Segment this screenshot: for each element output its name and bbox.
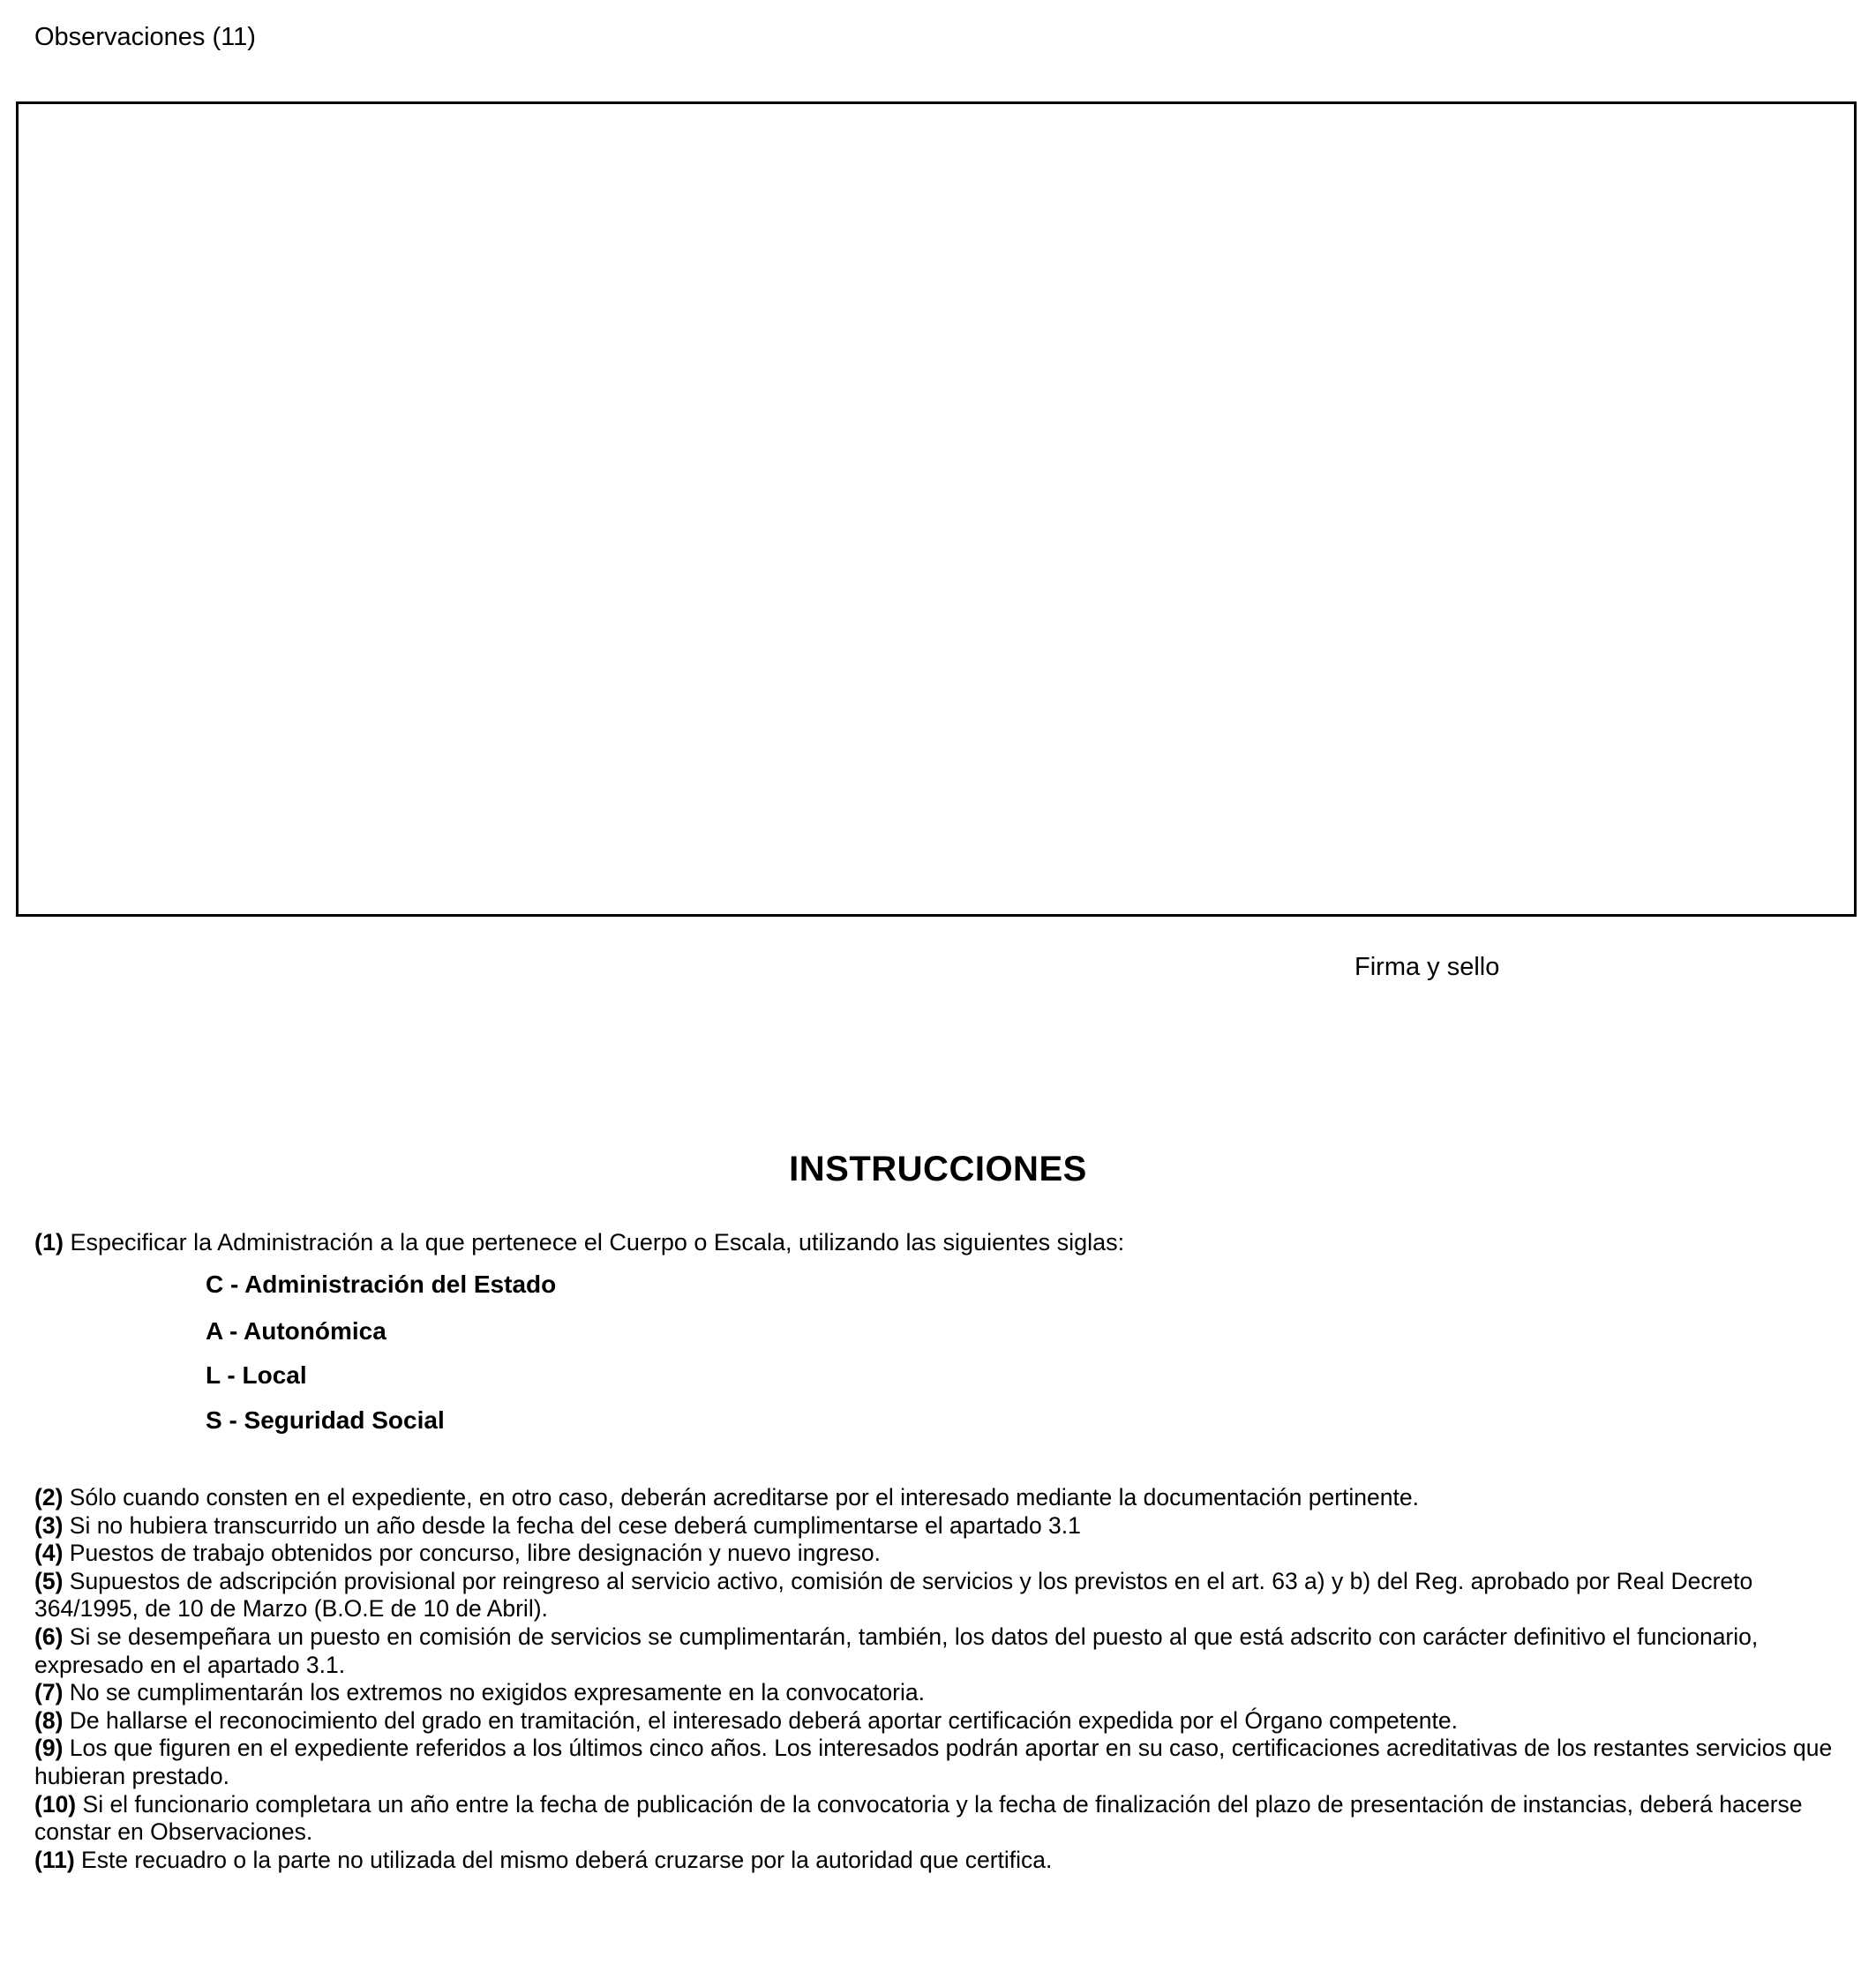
sigla-autonomica: A - Autonómica	[206, 1317, 386, 1345]
note-text: Los que figuren en el expediente referidos a los últimos cinco años. Los interesados podrán aportar en su caso, certificaciones acreditativas de los restantes servicios que hubieran prestado.	[34, 1735, 1833, 1789]
note-text: Supuestos de adscripción provisional por reingreso al servicio activo, comisión de servicios y los previstos en el art. 63 a) y b) del Reg. aprobado por Real Decreto 364/1995, de 10 de Marzo (B.O.E de 10 de Abril).	[34, 1567, 1753, 1623]
note-number: (10)	[34, 1790, 77, 1818]
sigla-seguridad-social: S - Seguridad Social	[206, 1406, 445, 1434]
instruction-note-8	[34, 1707, 1852, 1735]
observaciones-label: Observaciones (11)	[34, 23, 256, 51]
instruction-notes-list	[34, 1484, 1852, 1874]
instruction-note-1	[34, 1227, 1124, 1257]
note-text: No se cumplimentarán los extremos no exigidos expresamente en la convocatoria.	[69, 1679, 925, 1706]
instruction-note-3	[34, 1512, 1852, 1540]
note-number: (6)	[34, 1623, 64, 1650]
note-number: (9)	[34, 1735, 64, 1762]
observaciones-box[interactable]	[16, 101, 1857, 917]
note-number: (1)	[34, 1229, 64, 1256]
note-number: (3)	[34, 1511, 64, 1539]
sigla-local: L - Local	[206, 1361, 307, 1389]
firma-y-sello-label: Firma y sello	[1354, 953, 1500, 981]
note-number: (7)	[34, 1679, 64, 1706]
note-text: Sólo cuando consten en el expediente, en otro caso, deberán acreditarse por el interesado mediante la documentación pertinente.	[69, 1484, 1419, 1510]
instrucciones-title: INSTRUCCIONES	[789, 1150, 1087, 1188]
sigla-administracion-estado: C - Administración del Estado	[206, 1271, 557, 1298]
note-text: Puestos de trabajo obtenidos por concurso, libre designación y nuevo ingreso.	[69, 1540, 882, 1567]
note-number: (11)	[34, 1846, 75, 1873]
instruction-note-10	[34, 1791, 1852, 1847]
instruction-note-2	[34, 1484, 1852, 1512]
instruction-note-11	[34, 1847, 1852, 1875]
note-text: De hallarse el reconocimiento del grado en tramitación, el interesado deberá aportar certificación expedida por el Órgano competente.	[69, 1706, 1459, 1734]
instruction-note-5	[34, 1568, 1852, 1623]
note-text: Este recuadro o la parte no utilizada del mismo deberá cruzarse por la autoridad que certifica.	[81, 1846, 1053, 1873]
note-text: Si el funcionario completara un año entre la fecha de publicación de la convocatoria y la fecha de finalización del plazo de presentación de instancias, deberá hacerse constar en Observaciones.	[34, 1790, 1803, 1846]
note-text: Si se desempeñara un puesto en comisión de servicios se cumplimentarán, también, los datos del puesto al que está adscrito con carácter definitivo el funcionario, expresado en el apartado 3.1.	[34, 1623, 1759, 1678]
note-number: (5)	[34, 1567, 64, 1594]
instruction-note-9	[34, 1735, 1852, 1790]
instruction-note-4	[34, 1540, 1852, 1568]
note-number: (4)	[34, 1540, 64, 1567]
note-number: (8)	[34, 1706, 64, 1734]
instruction-note-6	[34, 1623, 1852, 1679]
note-text: Si no hubiera transcurrido un año desde la fecha del cese deberá cumplimentarse el apartado 3.1	[69, 1511, 1081, 1539]
instruction-note-7	[34, 1679, 1852, 1707]
note-number: (2)	[34, 1484, 64, 1510]
note-text: Especificar la Administración a la que pertenece el Cuerpo o Escala, utilizando las siguientes siglas:	[70, 1229, 1125, 1256]
